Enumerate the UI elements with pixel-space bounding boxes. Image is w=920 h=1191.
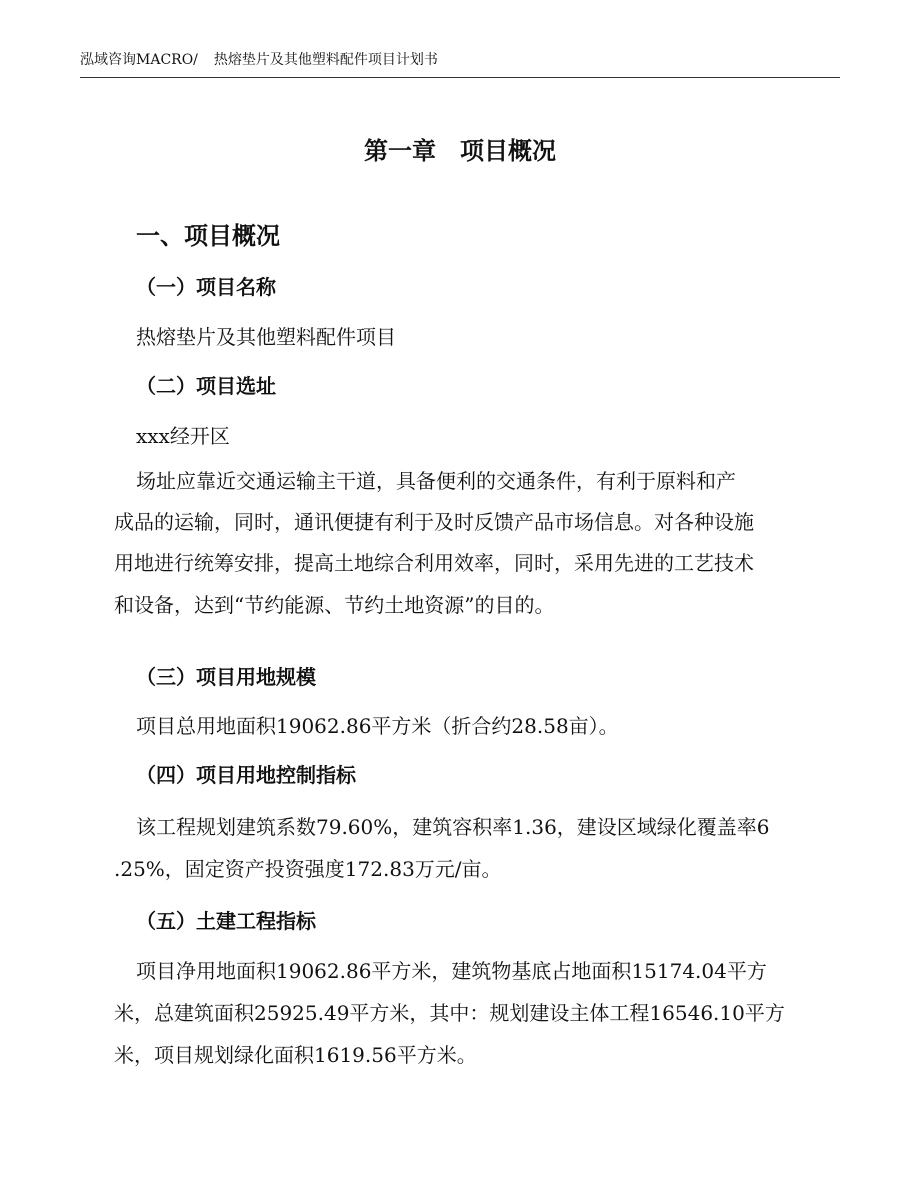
paragraph-line: .25%，固定资产投资强度172.83万元/亩。: [114, 857, 502, 881]
paragraph-line: 项目净用地面积19062.86平方米，建筑物基底占地面积15174.04平方: [136, 959, 767, 983]
chapter-title: 第一章 项目概况: [364, 136, 556, 165]
section-heading-overview: 一、项目概况: [136, 221, 280, 250]
paragraph-line: 该工程规划建筑系数79.60%，建筑容积率1.36，建设区域绿化覆盖率6: [136, 815, 770, 839]
paragraph-line: 场址应靠近交通运输主干道，具备便利的交通条件，有利于原料和产: [136, 469, 736, 493]
land-scale-text: 项目总用地面积19062.86平方米（折合约28.58亩）。: [136, 714, 619, 738]
header-doc-title: 热熔垫片及其他塑料配件项目计划书: [213, 52, 438, 68]
paragraph-line: 米，总建筑面积25925.49平方米，其中：规划建设主体工程16546.10平方: [114, 1001, 785, 1025]
heading-project-site: （二）项目选址: [136, 374, 276, 398]
paragraph-line: 成品的运输，同时，通讯便捷有利于及时反馈产品市场信息。对各种设施: [114, 510, 754, 534]
header-rule: [80, 77, 840, 78]
heading-land-scale: （三）项目用地规模: [136, 665, 316, 689]
paragraph-line: 和设备，达到“节约能源、节约土地资源”的目的。: [114, 593, 555, 617]
paragraph-line: 用地进行统筹安排，提高土地综合利用效率，同时，采用先进的工艺技术: [114, 551, 754, 575]
project-name-text: 热熔垫片及其他塑料配件项目: [136, 325, 396, 349]
header-company: 泓域咨询MACRO/: [80, 52, 198, 68]
paragraph-line: 米，项目规划绿化面积1619.56平方米。: [114, 1043, 477, 1067]
project-site-location: xxx经开区: [136, 424, 230, 448]
heading-project-name: （一）项目名称: [136, 275, 276, 299]
heading-civil-engineering-index: （五）土建工程指标: [136, 909, 316, 933]
heading-land-control-index: （四）项目用地控制指标: [136, 763, 356, 787]
running-header: [80, 50, 840, 74]
